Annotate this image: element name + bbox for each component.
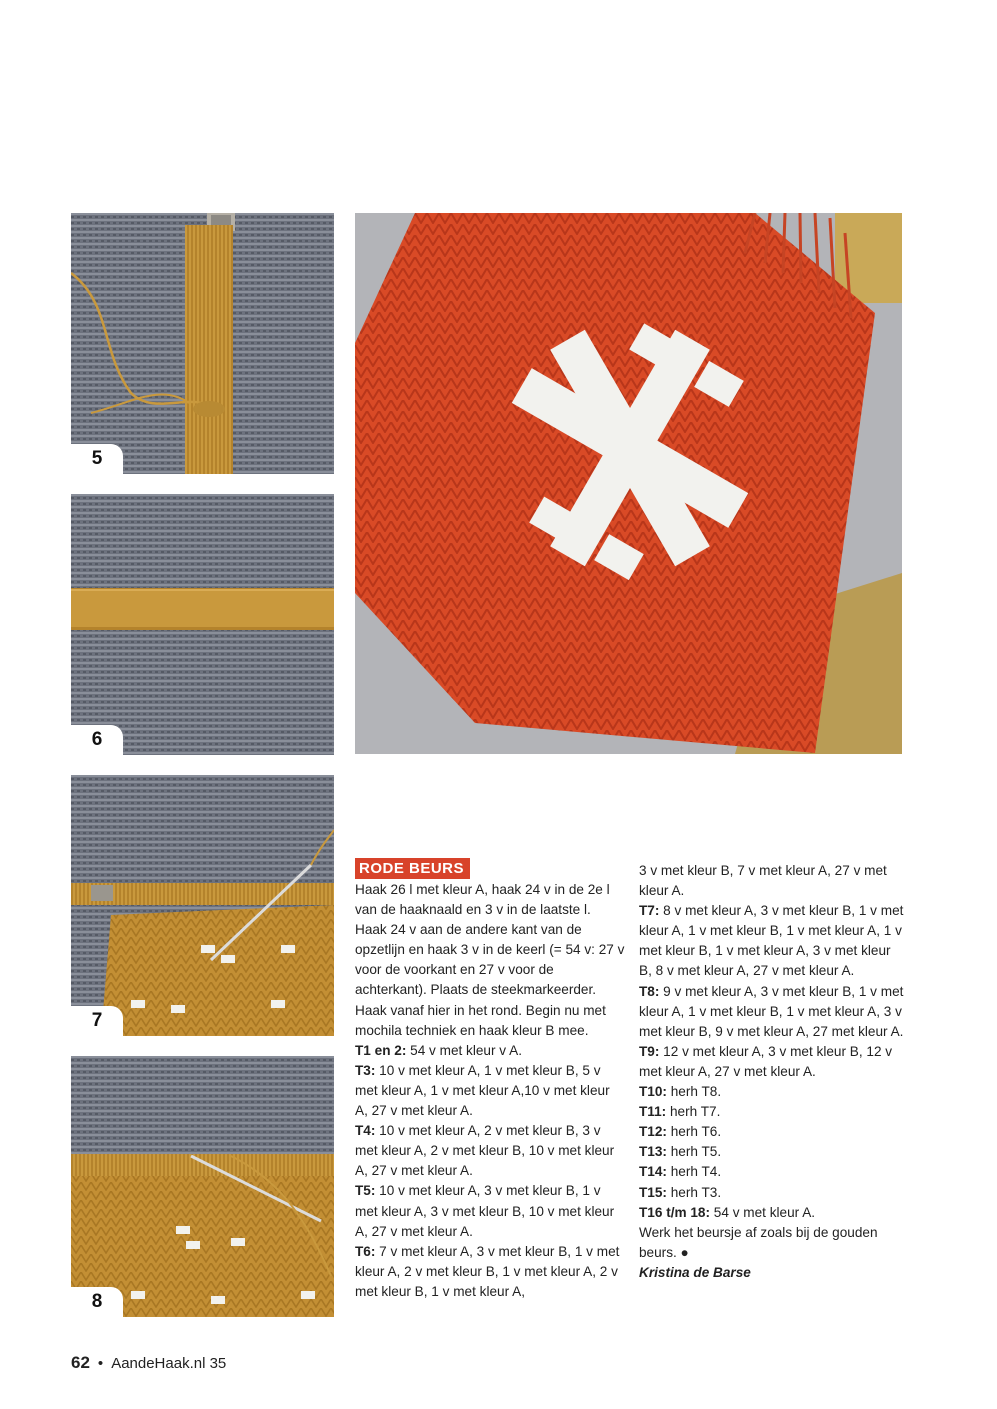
article-column-left bbox=[355, 858, 625, 1302]
photo-sewing-cord-to-bag bbox=[71, 775, 334, 1036]
instruction-row: T10: herh T8. bbox=[639, 1084, 722, 1100]
instruction-row: T6: 7 v met kleur A, 3 v met kleur B, 1 v met kleur A, 2 v met kleur B, 1 v met kleur A, 2 v met kleur B, 1 v met kleur A, bbox=[355, 1243, 620, 1299]
instruction-row: T12: herh T6. bbox=[639, 1124, 722, 1140]
magazine-name: AandeHaak.nl 35 bbox=[111, 1355, 227, 1372]
page-footer bbox=[71, 1353, 226, 1373]
instruction-row: T7: 8 v met kleur A, 3 v met kleur B, 1 v met kleur A, 1 v met kleur B, 1 v met kleur A, 1 v met kleur B, 1 v met kleur A, 3 v met kleur B, 8 v met kleur A, 27 v met kleur A. bbox=[639, 903, 904, 979]
instruction-row: T11: herh T7. bbox=[639, 1104, 721, 1120]
instruction-row: T3: 10 v met kleur A, 1 v met kleur B, 5 v met kleur A, 1 v met kleur A,10 v met kleur A, 27 v met kleur A. bbox=[355, 1062, 610, 1119]
section-heading: RODE BEURS bbox=[355, 858, 470, 879]
instruction-row: T16 t/m 18: 54 v met kleur A. bbox=[639, 1204, 816, 1220]
step-number-badge: 7 bbox=[71, 1006, 123, 1036]
instruction-row: Werk het beursje af zoals bij de gouden beurs. ● bbox=[639, 1224, 878, 1260]
main-photo-red-purse bbox=[355, 213, 902, 754]
photo-wrapped-cord-horizontal bbox=[71, 494, 334, 755]
instruction-row: T8: 9 v met kleur A, 3 v met kleur B, 1 v met kleur A, 1 v met kleur B, 1 v met kleur A, 3 v met kleur B, 9 v met kleur A, 27 met kleur A. bbox=[639, 983, 904, 1039]
instruction-row: T14: herh T4. bbox=[639, 1164, 722, 1180]
photo-red-purse-snowflake bbox=[355, 213, 902, 754]
instruction-row: T5: 10 v met kleur A, 3 v met kleur B, 1 v met kleur A, 3 v met kleur B, 10 v met kleur A, 27 v met kleur A. bbox=[355, 1183, 615, 1239]
instruction-row: T13: herh T5. bbox=[639, 1144, 722, 1160]
article-column-right bbox=[639, 861, 905, 1283]
step-photo-7 bbox=[71, 775, 334, 1036]
instruction-row: T4: 10 v met kleur A, 2 v met kleur B, 3 v met kleur A, 2 v met kleur B, 10 v met kleur A, 27 v met kleur A. bbox=[355, 1123, 615, 1179]
instruction-row: 3 v met kleur B, 7 v met kleur A, 27 v met kleur A. bbox=[639, 863, 887, 899]
footer-separator: • bbox=[97, 1355, 104, 1372]
photo-sewing-continued bbox=[71, 1056, 334, 1317]
instruction-paragraph: Haak 26 l met kleur A, haak 24 v in de 2e l van de haaknaald en 3 v in de laatste l. Haak 24 v aan de andere kant van de opzetlijn en haak 3 v in de keerl (= 54 v: 27 v voor de voorkant en 27 v voor de achterkant). Plaats de steekmarkeerder. Haak vanaf hier in het rond. Begin nu met mochila techniek en haak kleur B mee. bbox=[355, 882, 625, 1038]
page-number: 62 bbox=[71, 1353, 90, 1372]
instruction-row: T9: 12 v met kleur A, 3 v met kleur B, 12 v met kleur A, 27 v met kleur A. bbox=[639, 1043, 893, 1079]
step-photo-6 bbox=[71, 494, 334, 755]
instruction-row: T15: herh T3. bbox=[639, 1184, 722, 1200]
step-photo-5 bbox=[71, 213, 334, 474]
step-number-badge: 8 bbox=[71, 1287, 123, 1317]
author-signature: Kristina de Barse bbox=[639, 1264, 751, 1280]
step-photo-8 bbox=[71, 1056, 334, 1317]
step-number-badge: 6 bbox=[71, 725, 123, 755]
step-number-badge: 5 bbox=[71, 444, 123, 474]
instruction-row: T1 en 2: 54 v met kleur v A. bbox=[355, 1042, 522, 1058]
photo-wrapped-cord-on-ruler bbox=[71, 213, 334, 474]
